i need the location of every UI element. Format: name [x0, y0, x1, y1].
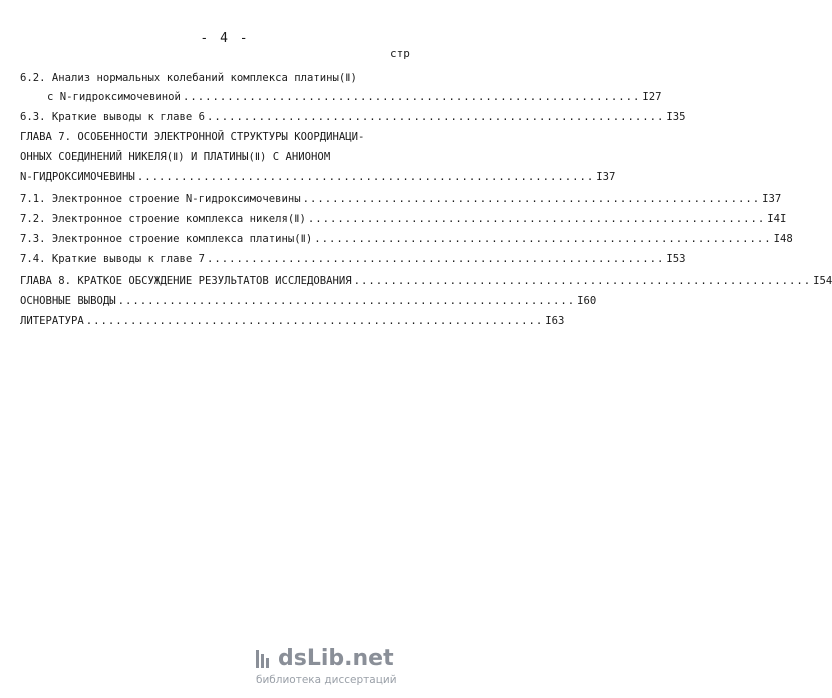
- toc-leader-dots: ..............................................................: [117, 295, 576, 307]
- toc-leader-dots: ..............................................................: [353, 275, 812, 287]
- toc-entry: [20, 315, 565, 328]
- toc-entry: [20, 213, 787, 226]
- toc-entry: [20, 111, 686, 124]
- toc-entry: [20, 233, 793, 246]
- toc-entry: [20, 72, 357, 85]
- toc-leader-dots: ..............................................................: [206, 111, 665, 123]
- toc-leader-dots: ..............................................................: [314, 233, 772, 245]
- toc-entry: [20, 151, 330, 164]
- toc-entry-text: 7.2. Электронное строение комплекса никеля(Ⅱ): [20, 213, 306, 225]
- page-number: - 4 -: [200, 31, 250, 46]
- toc-leader-dots: ..............................................................: [85, 315, 544, 327]
- toc-entry-text: 6.2. Анализ нормальных колебаний комплекса платины(Ⅱ): [20, 72, 357, 84]
- toc-entry-page: I37: [762, 193, 782, 205]
- toc-entry: [20, 131, 364, 144]
- toc-leader-dots: ..............................................................: [182, 91, 641, 103]
- toc-entry-page: I60: [577, 295, 597, 307]
- toc-entry-text: ОСНОВНЫЕ ВЫВОДЫ: [20, 295, 116, 307]
- toc-entry-page: I54: [813, 275, 832, 287]
- toc-entry: [20, 295, 597, 308]
- toc-entry-text: ГЛАВА 8. КРАТКОЕ ОБСУЖДЕНИЕ РЕЗУЛЬТАТОВ ИССЛЕДОВАНИЯ: [20, 275, 352, 287]
- toc-leader-dots: ..............................................................: [302, 193, 761, 205]
- watermark-subtitle: библиотека диссертаций: [256, 674, 397, 686]
- toc-entry-text: ОННЫХ СОЕДИНЕНИЙ НИКЕЛЯ(Ⅱ) И ПЛАТИНЫ(Ⅱ) С АНИОНОМ: [20, 151, 331, 163]
- toc-entry-page: I48: [773, 233, 793, 245]
- toc-entry: [20, 275, 832, 288]
- toc-entry-page: I4I: [767, 213, 787, 225]
- toc-entry-text: N-ГИДРОКСИМОЧЕВИНЫ: [20, 171, 135, 183]
- toc-entry-page: I53: [666, 253, 686, 265]
- watermark-brand: dsLib.net: [278, 646, 394, 671]
- toc-leader-dots: ..............................................................: [206, 253, 665, 265]
- toc-entry: [20, 171, 616, 184]
- toc-entry-text: с N-гидроксимочевиной: [47, 91, 181, 103]
- toc-entry-page: I35: [666, 111, 686, 123]
- toc-entry-text: ЛИТЕРАТУРА: [20, 315, 84, 327]
- toc-entry: [20, 193, 782, 206]
- toc-entry-text: 7.4. Краткие выводы к главе 7: [20, 253, 205, 265]
- toc-leader-dots: ..............................................................: [136, 171, 595, 183]
- toc-entry-text: 6.3. Краткие выводы к главе 6: [20, 111, 205, 123]
- toc-entry-page: I63: [545, 315, 565, 327]
- watermark-logo-icon: [256, 648, 270, 670]
- toc-entry-text: 7.3. Электронное строение комплекса платины(Ⅱ): [20, 233, 313, 245]
- toc-entry-page: I37: [596, 171, 616, 183]
- toc-entry: [20, 253, 686, 266]
- watermark-link[interactable]: [256, 648, 436, 688]
- toc-leader-dots: ..............................................................: [307, 213, 766, 225]
- toc-entry-text: 7.1. Электронное строение N-гидроксимочевины: [20, 193, 301, 205]
- toc-entry-page: I27: [642, 91, 662, 103]
- toc-entry: [47, 91, 662, 104]
- page-column-header: стр: [390, 47, 410, 60]
- toc-entry-text: ГЛАВА 7. ОСОБЕННОСТИ ЭЛЕКТРОННОЙ СТРУКТУРЫ КООРДИНАЦИ-: [20, 131, 365, 143]
